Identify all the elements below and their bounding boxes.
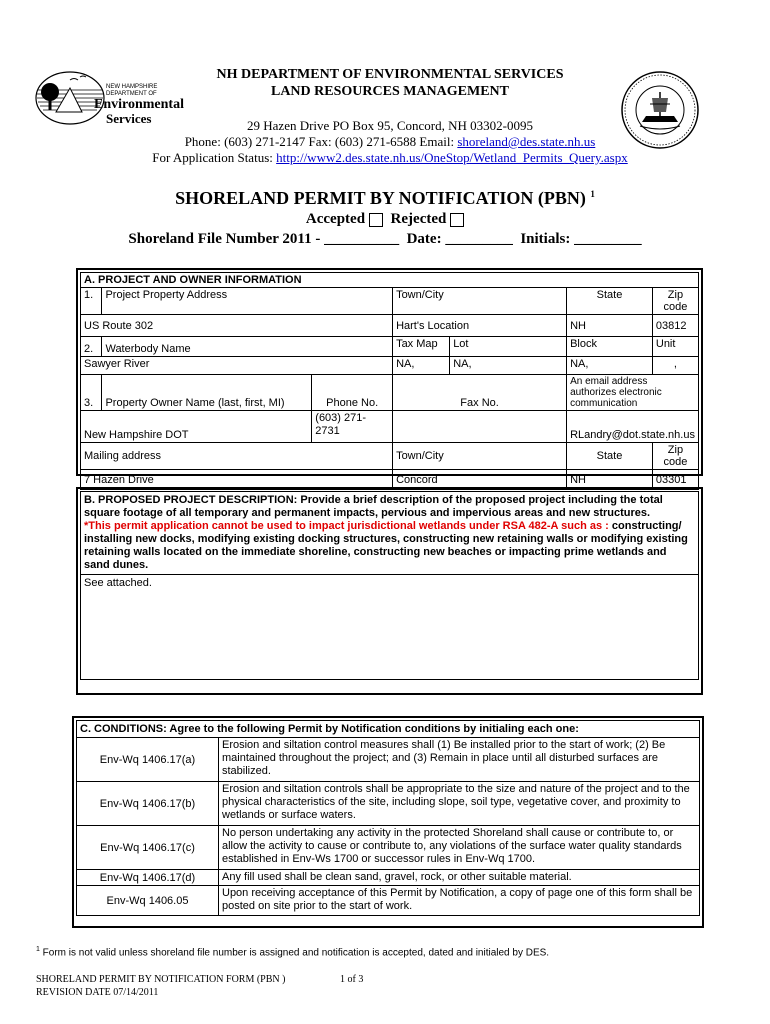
condition-text: Erosion and siltation controls shall be appropriate to the size and nature of the project and to the physical characteristics of the site, including slope, soil type, vegetative cover, and proximity to wetlands or surface waters. (219, 782, 700, 826)
condition-text: Erosion and siltation control measures shall (1) Be installed prior to the start of work; (2) Be maintained throughout the project; and (3) Remain in place until all disturbed surfaces are stabilized. (219, 738, 700, 782)
logo-line3: Environmental (94, 97, 184, 112)
condition-text: No person undertaking any activity in the protected Shoreland shall cause or contribute to, or allow the activity to cause or contribute to, any violations of the surface water quality standards established in Env-Ws 1700 or successor rules in Env-Wq 1700. (219, 826, 700, 870)
section-b-warning (84, 520, 695, 572)
section-b-heading: B. PROPOSED PROJECT DESCRIPTION: Provide a brief description of the proposed project including the total square footage of all temporary and permanent impacts, pervious and impervious areas and new structures. (84, 494, 663, 519)
project-description-field[interactable]: See attached. (80, 575, 699, 680)
lot-field[interactable]: NA, (450, 357, 567, 375)
state-seal-icon (620, 70, 700, 150)
section-a-table (80, 272, 699, 490)
owner-email-field[interactable]: RLandry@dot.state.nh.us (567, 411, 699, 443)
phone-label: Phone No. (312, 375, 393, 411)
logo-line4: Services (106, 111, 152, 126)
condition-code: Env-Wq 1406.17(c) (77, 826, 219, 870)
block-field[interactable]: NA, (567, 357, 653, 375)
accept-reject-row (100, 209, 670, 229)
section-a-heading: A. PROJECT AND OWNER INFORMATION (81, 273, 699, 288)
rejected-label: Rejected (390, 211, 447, 227)
email-note: An email address authorizes electronic communication (567, 375, 699, 411)
section-c-heading: C. CONDITIONS: Agree to the following Permit by Notification conditions by initialing each one: (77, 721, 700, 738)
section-a-box (76, 268, 703, 486)
unit-field[interactable]: , (652, 357, 698, 375)
footnote (36, 946, 736, 958)
logo-line1: NEW HAMPSHIRE (106, 84, 158, 90)
status-line (110, 150, 670, 166)
mailing-zip-label: Zip code (652, 443, 698, 470)
owner-name-label: Property Owner Name (last, first, MI) (102, 375, 312, 411)
condition-code: Env-Wq 1406.17(a) (77, 738, 219, 782)
form-title (100, 183, 670, 209)
project-town-field[interactable]: Hart's Location (393, 315, 567, 337)
mailing-state-label: State (567, 443, 653, 470)
footer-page-number: 1 of 3 (340, 974, 364, 985)
unit-label: Unit (652, 337, 698, 357)
status-label: For Application Status: (152, 150, 277, 165)
section-c-table (76, 720, 700, 916)
mailing-state-field[interactable]: NH (567, 470, 653, 490)
condition-code: Env-Wq 1406.17(b) (77, 782, 219, 826)
rejected-checkbox[interactable] (450, 213, 464, 227)
state-seal (620, 70, 700, 150)
warning-red-text: *This permit application cannot be used to impact jurisdictional wetlands under RSA 482-A such as : (84, 520, 612, 532)
waterbody-label: Waterbody Name (102, 337, 393, 357)
zip-label: Zip code (652, 288, 698, 315)
title-footnote-mark: 1 (590, 189, 595, 199)
owner-name-field[interactable]: New Hampshire DOT (81, 411, 312, 443)
mailing-label: Mailing address (81, 443, 393, 470)
taxmap-field[interactable]: NA, (393, 357, 450, 375)
footer-revision: REVISION DATE 07/14/2011 (36, 987, 159, 998)
accepted-label: Accepted (305, 211, 366, 227)
footnote-mark: 1 (36, 946, 40, 953)
section-b-box (76, 487, 703, 695)
waterbody-field[interactable]: Sawyer River (81, 357, 393, 375)
block-label: Block (567, 337, 653, 357)
status-url-link[interactable]: http://www2.des.state.nh.us/OneStop/Wetland_Permits_Query.aspx (276, 150, 628, 165)
agency-subtitle: LAND RESOURCES MANAGEMENT (270, 84, 510, 99)
taxmap-label: Tax Map (393, 337, 450, 357)
mailing-town-label: Town/City (393, 443, 567, 470)
contact-phone-fax: Phone: (603) 271-2147 Fax: (603) 271-6588 Email: (184, 134, 458, 149)
mailing-field[interactable]: 7 Hazen Drive (81, 470, 393, 490)
row2-num: 2. (81, 337, 102, 357)
email-link[interactable]: shoreland@des.state.nh.us (457, 134, 596, 149)
mailing-town-field[interactable]: Concord (393, 470, 567, 490)
section-c-box (72, 716, 704, 928)
footer-form-name: SHORELAND PERMIT BY NOTIFICATION FORM (PBN ) (36, 974, 286, 985)
owner-fax-field[interactable] (393, 411, 567, 443)
condition-code: Env-Wq 1406.17(d) (77, 870, 219, 886)
fax-label: Fax No. (393, 375, 567, 411)
condition-code: Env-Wq 1406.05 (77, 886, 219, 916)
agency-address: 29 Hazen Drive PO Box 95, Concord, NH 03302-0095 (247, 118, 533, 133)
condition-text: Any fill used shall be clean sand, gravel, rock, or other suitable material. (219, 870, 700, 886)
owner-phone-field[interactable]: (603) 271-2731 (312, 411, 393, 443)
condition-text: Upon receiving acceptance of this Permit by Notification, a copy of page one of this form shall be posted on site prior to the start of work. (219, 886, 700, 916)
row3-num: 3. (81, 375, 102, 411)
agency-title: NH DEPARTMENT OF ENVIRONMENTAL SERVICES (216, 67, 564, 82)
file-number-line: Shoreland File Number 2011 - __________ Date: _________ Initials: _________ (128, 231, 642, 247)
logo-line2: DEPARTMENT OF (106, 91, 157, 97)
contact-line (110, 134, 670, 150)
row1-num: 1. (81, 288, 102, 315)
project-state-field[interactable]: NH (567, 315, 653, 337)
warning-black-text: constructing/ installing new docks, modifying existing docking structures, constructing new retaining walls or modifying existing retaining walls located on the immediate shoreline, constructing new beaches or impacting prime wetlands and sand dunes. (84, 520, 688, 571)
project-address-field[interactable]: US Route 302 (81, 315, 393, 337)
accepted-checkbox[interactable] (369, 213, 383, 227)
footnote-text: Form is not valid unless shoreland file number is assigned and notification is accepted, dated and initialed by DES. (39, 947, 550, 959)
form-title-text: SHORELAND PERMIT BY NOTIFICATION (PBN) (175, 188, 586, 208)
state-label: State (567, 288, 653, 315)
town-label: Town/City (393, 288, 567, 315)
project-zip-field[interactable]: 03812 (652, 315, 698, 337)
section-b-header (80, 491, 699, 575)
project-address-label: Project Property Address (102, 288, 393, 315)
lot-label: Lot (450, 337, 567, 357)
mailing-zip-field[interactable]: 03301 (652, 470, 698, 490)
